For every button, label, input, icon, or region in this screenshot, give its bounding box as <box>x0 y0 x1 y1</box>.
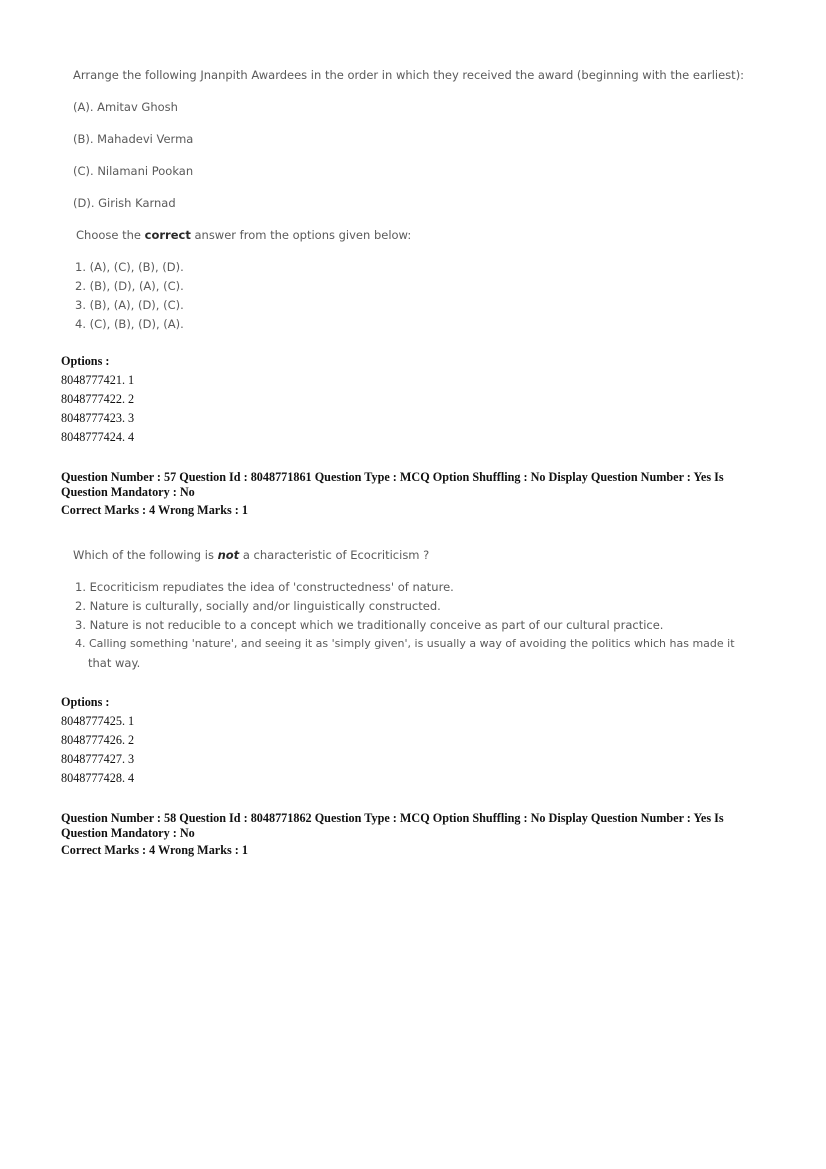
q56-answer-3: 3. (B), (A), (D), (C). <box>75 298 184 312</box>
q57-answer-4-continued: that way. <box>88 656 141 670</box>
q56-answer-4: 4. (C), (B), (D), (A). <box>75 317 184 331</box>
q56-answer-1: 1. (A), (C), (B), (D). <box>75 260 184 274</box>
q57-marks: Correct Marks : 4 Wrong Marks : 1 <box>61 503 248 517</box>
q57-header-line2: Question Mandatory : No <box>61 485 195 499</box>
q57-stem: Which of the following is not a characteristic of Ecocriticism ? <box>73 548 430 562</box>
q57-stem-bold: not <box>217 548 240 562</box>
q57-option-1: 8048777425. 1 <box>61 714 135 728</box>
q57-answer-4: 4. Calling something 'nature', and seeing it as 'simply given', is usually a way of avoiding the politics which has made it <box>75 637 735 650</box>
q56-option-2: 8048777422. 2 <box>61 392 135 406</box>
q56-item-d: (D). Girish Karnad <box>73 196 176 210</box>
q57-option-4: 8048777428. 4 <box>61 771 135 785</box>
q58-header-line2: Question Mandatory : No <box>61 826 195 840</box>
q57-option-2: 8048777426. 2 <box>61 733 135 747</box>
q57-answer-1: 1. Ecocriticism repudiates the idea of 'constructedness' of nature. <box>75 580 454 594</box>
q56-choose-instruction: Choose the correct answer from the options given below: <box>76 228 412 242</box>
q58-marks: Correct Marks : 4 Wrong Marks : 1 <box>61 843 248 857</box>
q56-item-a: (A). Amitav Ghosh <box>73 100 178 114</box>
q57-options-label: Options : <box>61 695 110 709</box>
q56-option-1: 8048777421. 1 <box>61 373 135 387</box>
q57-option-3: 8048777427. 3 <box>61 752 135 766</box>
q56-answer-2: 2. (B), (D), (A), (C). <box>75 279 184 293</box>
q57-answer-3: 3. Nature is not reducible to a concept which we traditionally conceive as part of our cultural practice. <box>75 618 664 632</box>
q56-item-c: (C). Nilamani Pookan <box>73 164 194 178</box>
q56-item-b: (B). Mahadevi Verma <box>73 132 194 146</box>
q58-header-line1: Question Number : 58 Question Id : 8048771862 Question Type : MCQ Option Shuffling : No Display Question Number : Yes Is <box>61 811 724 825</box>
q56-stem: Arrange the following Jnanpith Awardees in the order in which they received the award (beginning with the earliest): <box>73 68 745 82</box>
q56-option-3: 8048777423. 3 <box>61 411 135 425</box>
q56-option-4: 8048777424. 4 <box>61 430 135 444</box>
q56-choose-bold: correct <box>144 228 191 242</box>
q57-answer-2: 2. Nature is culturally, socially and/or linguistically constructed. <box>75 599 441 613</box>
q56-options-label: Options : <box>61 354 110 368</box>
q57-header-line1: Question Number : 57 Question Id : 8048771861 Question Type : MCQ Option Shuffling : No Display Question Number : Yes Is <box>61 470 724 484</box>
